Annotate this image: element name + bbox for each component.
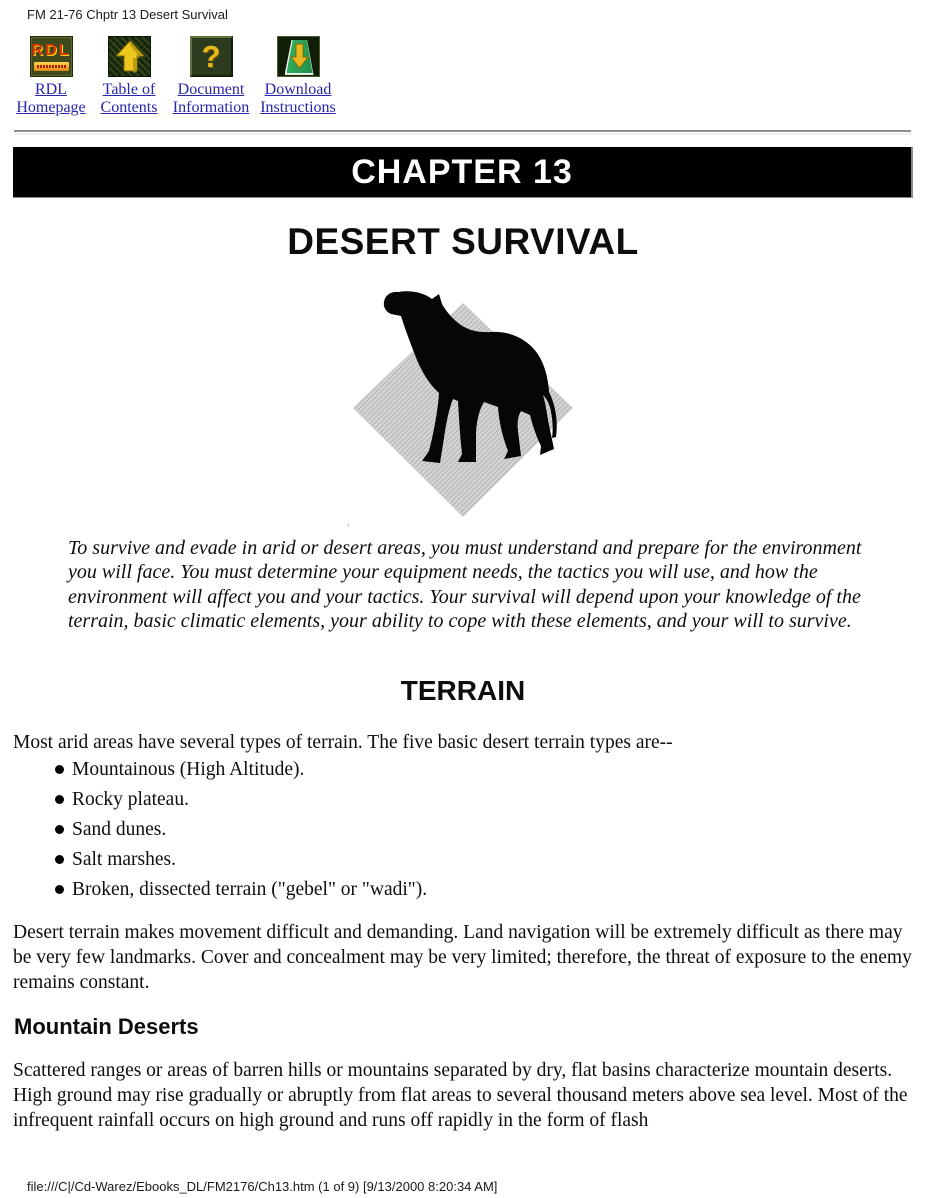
nav-link-download-line2[interactable]: Instructions <box>260 99 336 116</box>
nav-link-docinfo-line1[interactable]: Document <box>177 81 245 98</box>
list-item-sand-dunes: Sand dunes. <box>55 818 427 841</box>
doc-header-title: FM 21-76 Chptr 13 Desert Survival <box>27 7 228 22</box>
section-heading-terrain: TERRAIN <box>400 675 526 706</box>
up-arrow-icon[interactable] <box>108 36 151 77</box>
question-mark-glyph: ? <box>201 39 221 74</box>
horizontal-rule <box>14 130 911 135</box>
chapter-banner <box>13 147 913 198</box>
nav-item-table-of-contents[interactable] <box>94 36 164 117</box>
nav-link-rdl-line2[interactable]: Homepage <box>16 99 86 116</box>
rdl-logo-text: RDL <box>31 41 71 59</box>
rdl-logo-icon[interactable] <box>30 36 73 77</box>
nav-link-rdl-line1[interactable]: RDL <box>35 81 67 98</box>
nav-link-download-line1[interactable]: Download <box>264 81 332 98</box>
download-arrow-icon[interactable] <box>277 36 320 77</box>
nav-item-download-instructions[interactable] <box>258 36 338 117</box>
terrain-intro-paragraph: Most arid areas have several types of terrain. The five basic desert terrain types are-- <box>13 732 673 753</box>
intro-italic-paragraph: To survive and evade in arid or desert areas, you must understand and prepare for the environment you will face. You must determine your equipment needs, the tactics you will use, and how the environment will affect you and your tactics. Your survival will depend upon your knowledge of the terrain, basic climatic elements, your ability to cope with these elements, and your will to survive. <box>68 537 862 633</box>
chapter-banner-text: CHAPTER 13 <box>351 152 573 191</box>
nav-link-toc-line1[interactable]: Table of <box>102 81 156 98</box>
terrain-types-list <box>55 758 427 908</box>
nav-item-document-information[interactable] <box>168 36 254 117</box>
subsection-heading-mountain-deserts: Mountain Deserts <box>14 1014 199 1039</box>
terrain-paragraph: Desert terrain makes movement difficult and demanding. Land navigation will be extremely difficult as there may be very few landmarks. Cover and concealment may be very limited; therefore, the threat of exposure to the enemy remains constant. <box>13 922 912 993</box>
page-title: DESERT SURVIVAL <box>287 221 639 262</box>
nav-link-docinfo-line2[interactable]: Information <box>172 99 250 116</box>
rdl-logo-banner <box>34 62 69 71</box>
question-mark-icon[interactable] <box>190 36 233 77</box>
list-item-broken-terrain: Broken, dissected terrain ("gebel" or "wadi"). <box>55 878 427 901</box>
nav-icon-strip <box>12 36 338 117</box>
list-item-mountainous: Mountainous (High Altitude). <box>55 758 427 781</box>
image-caption-dot: . <box>347 515 350 529</box>
nav-link-toc-line2[interactable]: Contents <box>100 99 158 116</box>
mountain-deserts-paragraph: Scattered ranges or areas of barren hills or mountains separated by dry, flat basins characterize mountain deserts. High ground may rise gradually or abruptly from flat areas to several thousand meters above sea level. Most of the infrequent rainfall occurs on high ground and runs off rapidly in the form of flash <box>13 1060 908 1131</box>
list-item-rocky-plateau: Rocky plateau. <box>55 788 427 811</box>
file-path-footer: file:///C|/Cd-Warez/Ebooks_DL/FM2176/Ch13.htm (1 of 9) [9/13/2000 8:20:34 AM] <box>27 1179 498 1194</box>
nav-item-rdl-homepage[interactable] <box>12 36 90 117</box>
camel-illustration <box>351 287 576 525</box>
list-item-salt-marshes: Salt marshes. <box>55 848 427 871</box>
